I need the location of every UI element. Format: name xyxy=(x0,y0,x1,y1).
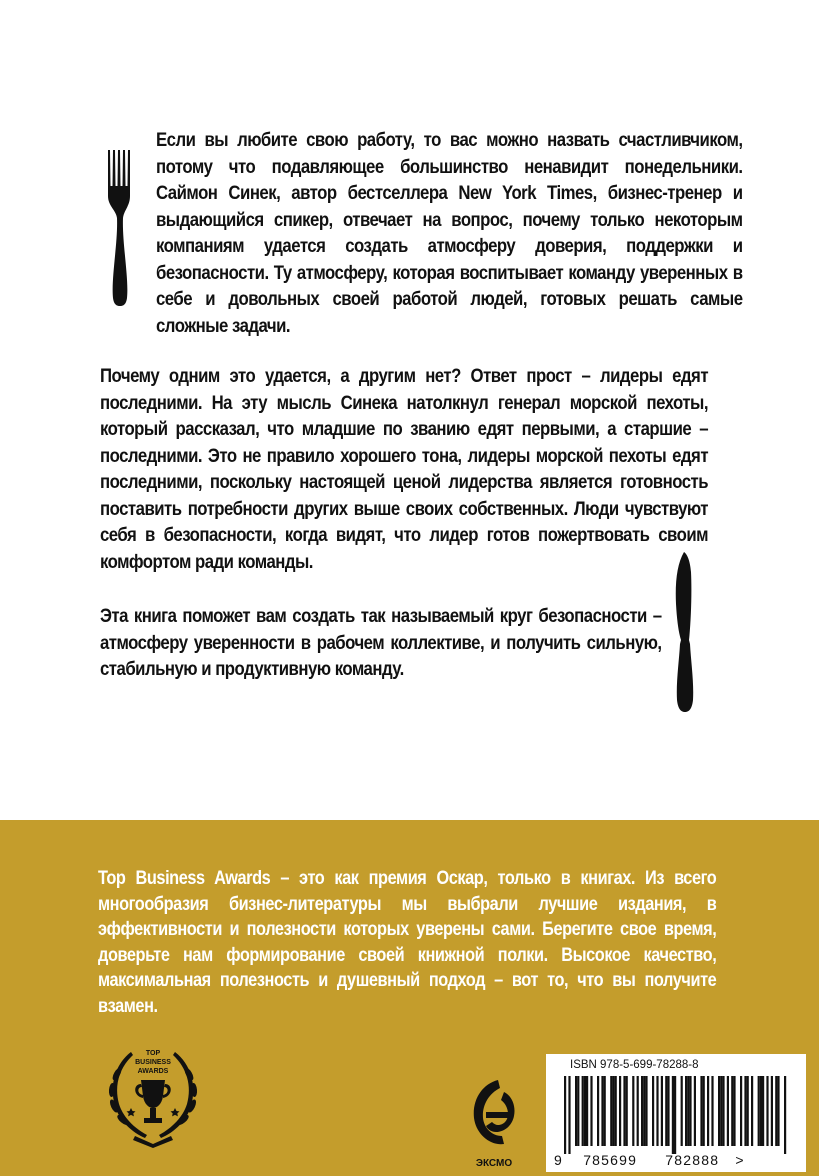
trophy-icon xyxy=(135,1080,171,1123)
barcode-bar xyxy=(575,1076,577,1146)
eksmo-logo-icon xyxy=(468,1078,520,1150)
barcode-bar xyxy=(626,1076,628,1146)
barcode-bar xyxy=(751,1076,753,1146)
barcode-bar xyxy=(564,1076,566,1154)
barcode-bar xyxy=(700,1076,702,1146)
intro-paragraph: Если вы любите свою работу, то вас можно назвать счастливчиком, потому что подавляющее большинство ненавидит понедельники. Саймон Синек, автор бестселлера New York Times, бизнес-тренер и выдающийся спикер, отвечает на вопрос, почему только некоторым компаниям удается создать атмосферу доверия, поддержки и безопасности. Ту атмосферу, которая воспитывает команду уверенных в себе и довольных своей работой людей, готовых решать самые сложные задачи. xyxy=(156,129,743,337)
barcode-bar xyxy=(740,1076,742,1146)
knife-icon xyxy=(671,552,699,714)
book-paragraph: Эта книга поможет вам создать так называемый круг безопасности – атмосферу уверенности в рабочем коллективе, и получить сильную, стабильную и продуктивную команду. xyxy=(100,605,662,680)
barcode-bar xyxy=(760,1076,762,1146)
barcode-label xyxy=(546,1054,806,1172)
barcode-bar xyxy=(568,1076,570,1154)
barcode-group-2: 782888 xyxy=(665,1152,720,1168)
barcode-bar xyxy=(766,1076,768,1146)
barcode-bar xyxy=(582,1076,584,1146)
barcode-bar xyxy=(777,1076,779,1146)
barcode-marker: > xyxy=(735,1152,745,1168)
barcode-first-digit: 9 xyxy=(554,1152,563,1168)
barcode-bar xyxy=(758,1076,760,1146)
barcode-group-1: 785699 xyxy=(583,1152,638,1168)
barcode-bar xyxy=(610,1076,612,1146)
barcode-bar xyxy=(731,1076,733,1146)
barcode-bar xyxy=(722,1076,724,1146)
barcode-bar xyxy=(784,1076,786,1154)
barcode-bar xyxy=(637,1076,639,1146)
barcode-bar xyxy=(685,1076,687,1146)
barcode-bar xyxy=(707,1076,709,1146)
barcode-digits xyxy=(554,1152,802,1168)
barcode-bar xyxy=(665,1076,667,1146)
publisher-name: ЭКСМО xyxy=(475,1158,513,1169)
barcode-bar xyxy=(687,1076,689,1146)
barcode-bar xyxy=(623,1076,625,1146)
barcode-bar xyxy=(672,1076,674,1154)
barcode-bar xyxy=(689,1076,691,1146)
barcode-bar xyxy=(641,1076,643,1146)
badge-awards-text: AWARDS xyxy=(137,1068,169,1075)
barcode-bar xyxy=(590,1076,592,1146)
barcode-bar xyxy=(733,1076,735,1146)
barcode-bar xyxy=(727,1076,729,1146)
barcode-bar xyxy=(681,1076,683,1146)
barcode-bar xyxy=(703,1076,705,1146)
barcode-bar xyxy=(597,1076,599,1146)
barcode-bar xyxy=(584,1076,586,1146)
barcode-bar xyxy=(615,1076,617,1146)
barcode-bar xyxy=(643,1076,645,1146)
barcode-bar xyxy=(711,1076,713,1146)
awards-paragraph: Top Business Awards – это как премия Оскар, только в книгах. Из всего многообразия бизнес-литературы мы выбрали лучшие издания, в эффективности и полезности которых уверены сами. Берегите свое время, доверьте нам формирование своей книжной полки. Высокое качество, максимальная полезность и душевный подход – вот то, что вы получите взамен. xyxy=(98,868,717,1017)
badge-top-text: TOP xyxy=(145,1050,161,1057)
barcode-bar xyxy=(619,1076,621,1146)
barcode-bar xyxy=(645,1076,647,1146)
barcode-bar xyxy=(604,1076,606,1146)
barcode-bar xyxy=(586,1076,588,1146)
barcode-bar xyxy=(720,1076,722,1146)
barcode-bar xyxy=(612,1076,614,1146)
barcode-bar xyxy=(771,1076,773,1146)
barcode-bar xyxy=(694,1076,696,1146)
barcode-bar xyxy=(656,1076,658,1146)
barcode-bar xyxy=(775,1076,777,1146)
leaders-paragraph: Почему одним это удается, а другим нет? Ответ прост – лидеры едят последними. На эту мысль Синека натолкнул генерал морской пехоты, который рассказал, что младшие по званию едят первыми, а старшие – последними. Это не правило хорошего тона, лидеры морской пехоты едят последними, поскольку настоящей ценой лидерства является готовность поставить потребности других выше своих собственных. Люди чувствуют себя в безопасности, когда видят, что лидер готов пожертвовать своим комфортом ради команды. xyxy=(100,365,709,573)
barcode-icon xyxy=(564,1076,790,1154)
barcode-bar xyxy=(652,1076,654,1146)
barcode-bar xyxy=(762,1076,764,1146)
barcode-bar xyxy=(718,1076,720,1146)
barcode-bar xyxy=(674,1076,676,1154)
fork-icon xyxy=(107,148,133,308)
top-business-awards-badge xyxy=(101,1040,205,1148)
barcode-bar xyxy=(667,1076,669,1146)
barcode-bar xyxy=(661,1076,663,1146)
barcode-bar xyxy=(632,1076,634,1146)
badge-business-text: BUSINESS xyxy=(135,1059,171,1066)
isbn-text: ISBN 978-5-699-78288-8 xyxy=(570,1059,699,1071)
barcode-bar xyxy=(601,1076,603,1146)
barcode-bar xyxy=(577,1076,579,1146)
barcode-bar xyxy=(747,1076,749,1146)
barcode-bar xyxy=(744,1076,746,1146)
